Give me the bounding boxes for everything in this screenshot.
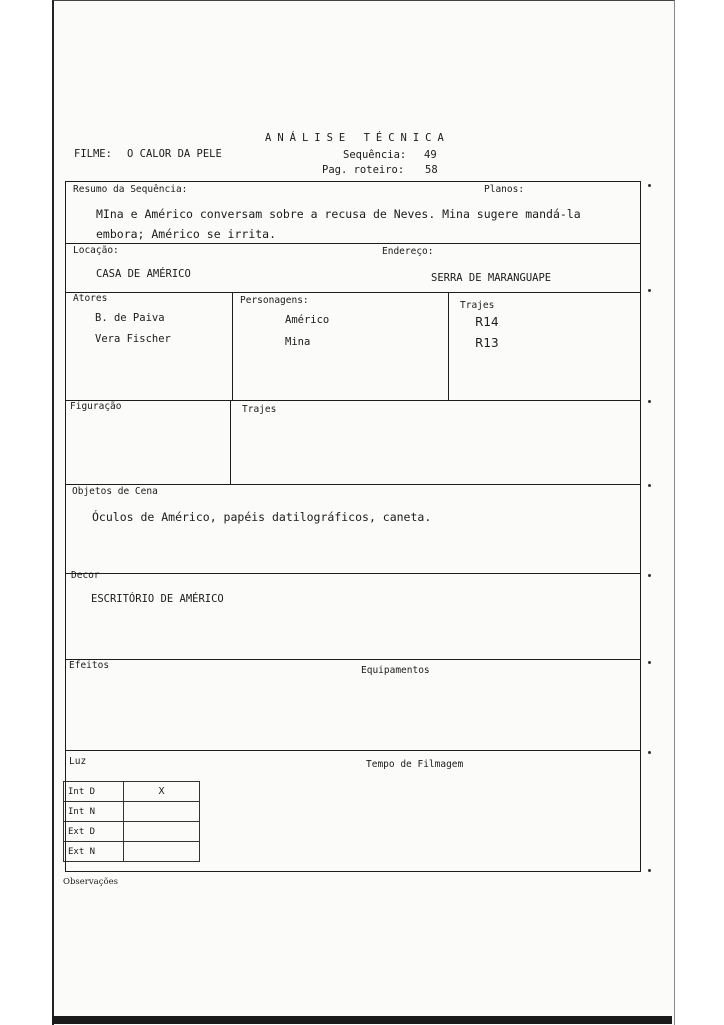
figuracao-trajes-label: Trajes xyxy=(242,404,277,415)
figuracao-label: Figuração xyxy=(70,401,122,412)
luz-row-mark xyxy=(124,802,200,822)
margin-dot xyxy=(648,869,651,872)
luz-table xyxy=(63,781,200,862)
divider xyxy=(65,243,641,244)
resumo-line-1: MIna e Américo conversam sobre a recusa de Neves. Mina sugere mandá-la xyxy=(96,207,581,221)
endereco-value: SERRA DE MARANGUAPE xyxy=(431,272,552,284)
ator-item: Vera Fischer xyxy=(95,333,171,345)
form-frame xyxy=(65,181,641,872)
luz-row-mark xyxy=(124,822,200,842)
luz-row xyxy=(64,822,200,842)
efeitos-label: Efeitos xyxy=(69,660,110,671)
column-divider xyxy=(230,400,231,484)
divider xyxy=(65,573,641,574)
sequencia-label: Sequência: xyxy=(343,149,407,161)
decor-label: Decor xyxy=(71,570,100,581)
luz-row-mark: X xyxy=(124,782,200,802)
pag-roteiro-label: Pag. roteiro: xyxy=(322,164,405,176)
luz-row-label: Ext N xyxy=(64,842,124,862)
observacoes-label: Observações xyxy=(63,877,119,887)
column-divider xyxy=(232,292,233,400)
margin-dot xyxy=(648,661,651,664)
sequencia-value: 49 xyxy=(424,149,437,161)
pag-roteiro-value: 58 xyxy=(425,164,438,176)
luz-row-label: Int N xyxy=(64,802,124,822)
margin-dot xyxy=(648,574,651,577)
filme-value: O CALOR DA PELE xyxy=(127,148,222,160)
resumo-line-2: embora; Américo se irrita. xyxy=(96,227,277,241)
luz-label: Luz xyxy=(69,756,87,767)
margin-dot xyxy=(648,289,651,292)
endereco-label: Endereço: xyxy=(382,246,434,257)
tempo-filmagem-label: Tempo de Filmagem xyxy=(366,759,464,770)
personagem-item: Mina xyxy=(285,336,311,348)
margin-dot xyxy=(648,400,651,403)
divider xyxy=(65,400,641,401)
luz-row xyxy=(64,842,200,862)
luz-row-label: Int D xyxy=(64,782,124,802)
page-edge xyxy=(52,1016,672,1024)
divider xyxy=(65,750,641,751)
planos-label: Planos: xyxy=(484,184,525,195)
locacao-value: CASA DE AMÉRICO xyxy=(96,268,191,280)
luz-row-label: Ext D xyxy=(64,822,124,842)
personagens-label: Personagens: xyxy=(240,295,309,306)
ator-item: B. de Paiva xyxy=(95,312,165,324)
traje-item: R13 xyxy=(475,336,499,350)
luz-row xyxy=(64,802,200,822)
form-title: ANÁLISE TÉCNICA xyxy=(265,132,450,144)
divider xyxy=(65,659,641,660)
margin-dot xyxy=(648,751,651,754)
personagem-item: Américo xyxy=(285,314,330,326)
margin-dot xyxy=(648,184,651,187)
objetos-label: Objetos de Cena xyxy=(72,486,158,497)
equipamentos-label: Equipamentos xyxy=(361,665,430,676)
luz-row-mark xyxy=(124,842,200,862)
margin-dot xyxy=(648,484,651,487)
objetos-value: Óculos de Américo, papéis datilográficos, caneta. xyxy=(92,510,432,524)
resumo-label: Resumo da Sequência: xyxy=(73,184,188,195)
atores-label: Atores xyxy=(73,293,108,304)
divider xyxy=(65,292,641,293)
decor-value: ESCRITÓRIO DE AMÉRICO xyxy=(91,593,224,605)
divider xyxy=(65,484,641,485)
luz-row xyxy=(64,782,200,802)
locacao-label: Locação: xyxy=(73,245,119,256)
trajes-label: Trajes xyxy=(460,300,495,311)
filme-label: FILME: xyxy=(74,148,112,160)
column-divider xyxy=(448,292,449,400)
traje-item: R14 xyxy=(475,315,499,329)
